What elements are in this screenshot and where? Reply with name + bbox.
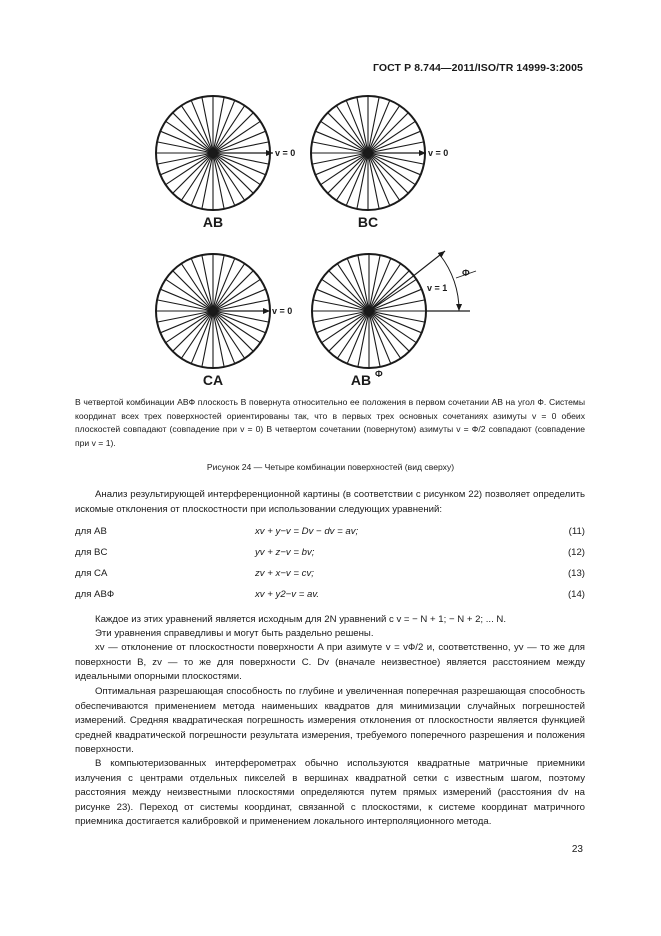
paragraph: В компьютеризованных интерферометрах обычно используются квадратные матричные приемники излучения с центрами отдельных пикселей в вершинах квадратной сетки с известным шагом, поэтому расстояния между неизвестными плоскостями определяются путем прямых измерений (расстояния dv на рисунке 23). Переход от системы координат, связанной с плоскостями, к системе координат матричного приемника достигается калибровкой и применением локального интерполяционного метода. (75, 758, 585, 828)
wheel-spoke (213, 271, 253, 311)
equation-formula: xv + y2−v = av. (255, 589, 320, 600)
equation-formula: zv + x−v = cv; (255, 568, 314, 579)
equation-for: для CA (75, 568, 108, 579)
wheel-spoke (328, 153, 368, 193)
equation-for: для ABФ (75, 589, 115, 600)
wheel-spoke (213, 153, 253, 193)
v-label: v = 0 (428, 148, 449, 158)
wheel-ab-phi (312, 251, 476, 388)
equation-formula: yv + z−v = bv; (255, 547, 315, 558)
wheel-spoke (329, 271, 369, 311)
wheel-label: BC (357, 214, 379, 230)
wheel-ca (156, 254, 292, 388)
wheel-label: AB (350, 372, 372, 388)
standard-header: ГОСТ Р 8.744—2011/ISO/TR 14999-3:2005 (372, 62, 583, 74)
wheel-spoke (213, 311, 253, 351)
wheel-spoke (173, 113, 213, 153)
v-label: v = 1 (427, 283, 448, 293)
equation-row (75, 568, 585, 582)
wheel-spoke (173, 153, 213, 193)
equation-number: (14) (567, 589, 585, 600)
angle-label: Ф (462, 268, 470, 278)
wheel-spoke (329, 311, 369, 351)
equation-row (75, 547, 585, 561)
rotated-arrow (369, 251, 448, 311)
equation-number: (11) (568, 526, 585, 537)
paragraph: Эти уравнения справедливы и могут быть раздельно решены. (95, 628, 374, 639)
paragraph: Анализ результирующей интерференционной картины (в соответствии с рисунком 22) позволяет определить искомые отклонения от плоскостности при использовании следующих уравнений: (75, 489, 585, 515)
wheel-spoke (173, 271, 213, 311)
paragraph: Каждое из этих уравнений является исходным для 2N уравнений с v = − N + 1; − N + 2; ... N. (95, 614, 507, 625)
equation-row (75, 526, 585, 540)
page-number: 23 (571, 844, 583, 855)
figure-caption: Рисунок 24 — Четыре комбинации поверхностей (вид сверху) (206, 462, 455, 472)
equation-number: (13) (567, 568, 585, 579)
paragraph: xv — отклонение от плоскостности поверхности A при азимуте v = vФ/2 и, соответственно, yv — то же для поверхности B, zv — то же для поверхности C. Dv (вначале неизвестное) является расстоянием между идеальными опорными плоскостями. (75, 642, 585, 683)
wheel-spoke (369, 271, 409, 311)
wheel-spoke (213, 113, 253, 153)
wheel-label: CA (202, 372, 224, 388)
v-label: v = 0 (275, 148, 296, 158)
wheel-spoke (368, 113, 408, 153)
wheel-spoke (369, 311, 409, 351)
wheel-spoke (328, 113, 368, 153)
wheel-label-sup: Ф (375, 369, 383, 379)
wheel-label: AB (202, 214, 224, 230)
equation-number: (12) (567, 547, 585, 558)
paragraph: Оптимальная разрешающая способность по глубине и увеличенная поперечная разрешающая способность обеспечиваются применением метода наименьших квадратов для минимизации случайных погрешностей измерений. Средняя квадратическая погрешность измерения отклонения от плоскостности является функцией средней квадратической погрешности результата измерения, требуемого поперечного разрешения и положения поверхности. (75, 686, 585, 756)
figure-24 (0, 0, 661, 396)
equation-for: для BC (75, 547, 108, 558)
wheel-ab (156, 96, 295, 230)
figure-note: В четвертой комбинации ABФ плоскость B повернута относительно ее положения в первом сочетании AB на угол Ф. Системы координат всех трех поверхностей ориентированы так, что в первых трех основных сочетаниях азимуты v = 0 обеих плоскостей совпадают (совпадение при v = 0) В четвертом сочетании (повернутом) азимуты v = Ф/2 совпадают (совпадение при v = 1). (75, 397, 585, 448)
equation-formula: xv + y−v = Dv − dv = av; (255, 526, 359, 537)
equation-row (75, 589, 585, 603)
wheel-bc (311, 96, 448, 230)
wheel-spoke (368, 153, 408, 193)
v-label: v = 0 (272, 306, 293, 316)
equation-for: для AB (75, 526, 107, 537)
wheel-spoke (173, 311, 213, 351)
